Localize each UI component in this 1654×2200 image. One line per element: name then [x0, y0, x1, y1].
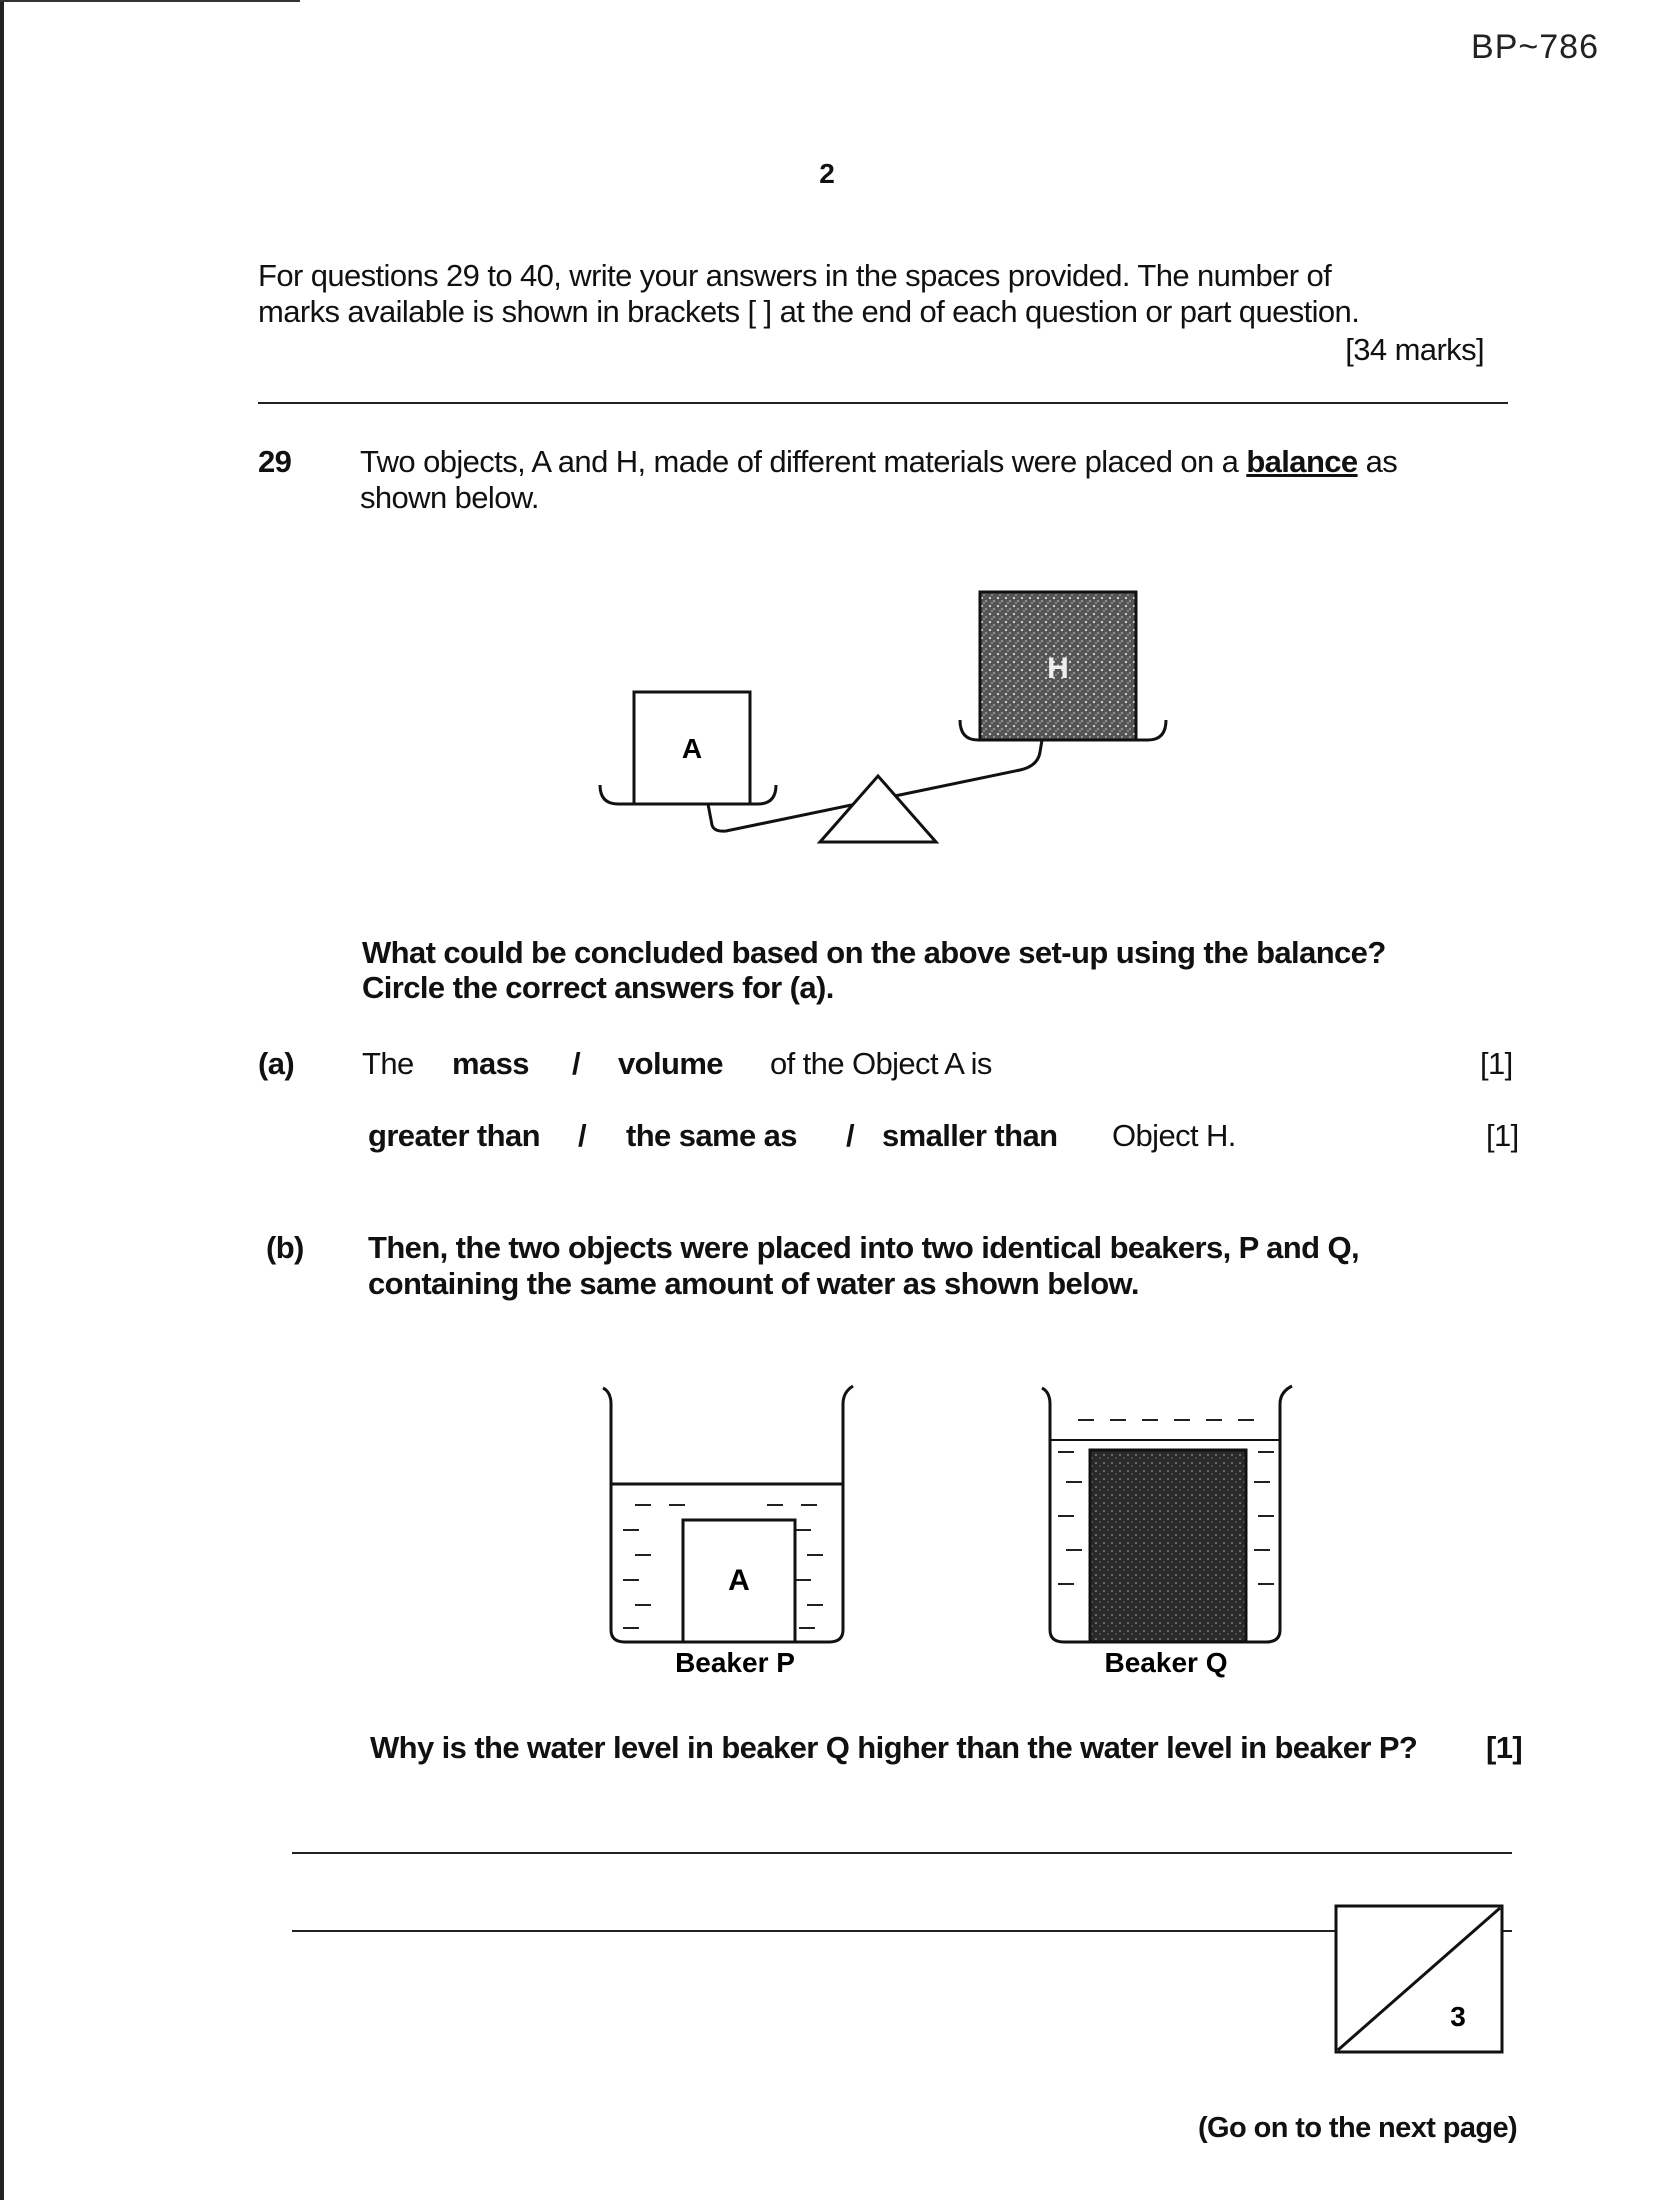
beaker-p-object-label: A	[728, 1564, 750, 1597]
beaker-q-diagram	[1030, 1380, 1300, 1680]
object-h-label: H	[1047, 652, 1069, 685]
instructions-line-2: marks available is shown in brackets [ ] at the end of each question or part question.	[258, 294, 1360, 329]
part-a-row2-tail: Object H.	[1112, 1118, 1236, 1153]
score-box-value: 3	[1450, 2001, 1466, 2032]
beaker-p-caption: Beaker P	[675, 1647, 795, 1678]
object-a-label: A	[681, 733, 703, 764]
option-separator: /	[572, 1046, 581, 1081]
footer-next-page: (Go on to the next page)	[1198, 2112, 1518, 2144]
part-b-label: (b)	[266, 1230, 304, 1265]
option-greater-than[interactable]: greater than	[368, 1118, 540, 1153]
question-stem-line-1	[360, 444, 1397, 480]
total-marks: [34 marks]	[1345, 332, 1484, 367]
option-volume[interactable]: volume	[618, 1046, 723, 1081]
part-a-row1-marks: [1]	[1480, 1046, 1513, 1081]
question-number: 29	[258, 444, 292, 479]
part-a-row2-marks: [1]	[1486, 1118, 1519, 1153]
stem-text-start: Two objects, A and H, made of different materials were placed on a	[360, 444, 1247, 479]
beaker-q-caption: Beaker Q	[1104, 1647, 1228, 1678]
part-b-line-2: containing the same amount of water as shown below.	[368, 1266, 1139, 1301]
score-box	[1330, 1900, 1510, 2060]
page-number: 2	[819, 158, 835, 189]
stem-text-end: as	[1357, 444, 1398, 479]
part-a-row1-tail: of the Object A is	[770, 1046, 992, 1081]
part-b-question: Why is the water level in beaker Q higher than the water level in beaker P?	[370, 1730, 1418, 1765]
part-b-marks: [1]	[1486, 1730, 1523, 1765]
section-divider	[258, 402, 1508, 404]
paper-code: BP~786	[1471, 28, 1599, 66]
option-smaller-than[interactable]: smaller than	[882, 1118, 1058, 1153]
instructions-line-1: For questions 29 to 40, write your answers in the spaces provided. The number of	[258, 258, 1332, 293]
left-margin-line	[0, 0, 4, 2200]
part-a-the: The	[362, 1046, 414, 1081]
option-separator: /	[846, 1118, 855, 1153]
beaker-q-object-h	[1090, 1450, 1246, 1642]
top-edge-rule	[0, 0, 300, 2]
stem-keyword-balance: balance	[1246, 444, 1358, 479]
balance-diagram	[580, 580, 1180, 880]
answer-line-1[interactable]	[292, 1852, 1512, 1854]
option-separator: /	[578, 1118, 587, 1153]
prompt-line-1: What could be concluded based on the above set-up using the balance?	[362, 935, 1386, 970]
option-mass[interactable]: mass	[452, 1046, 529, 1081]
prompt-line-2: Circle the correct answers for (a).	[362, 970, 834, 1005]
part-a-label: (a)	[258, 1046, 295, 1081]
beaker-p-diagram	[595, 1380, 865, 1680]
answer-line-2[interactable]	[292, 1930, 1512, 1932]
option-same-as[interactable]: the same as	[626, 1118, 797, 1153]
question-stem-line-2: shown below.	[360, 480, 539, 515]
part-b-line-1: Then, the two objects were placed into two identical beakers, P and Q,	[368, 1230, 1359, 1265]
